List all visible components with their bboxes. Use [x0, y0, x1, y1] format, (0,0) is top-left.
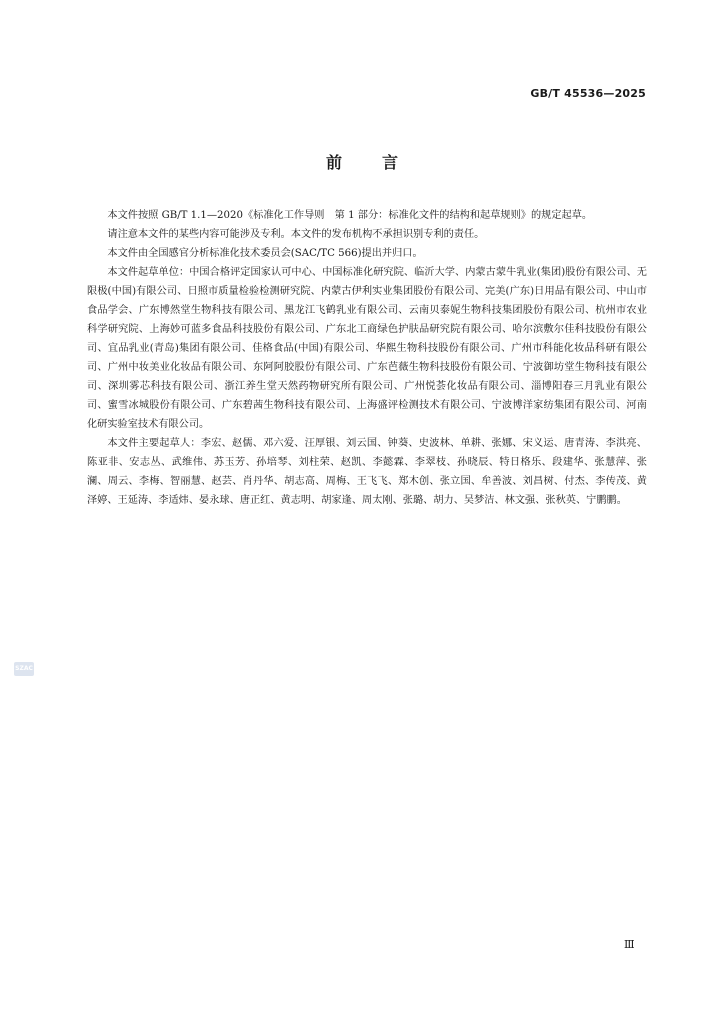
paragraph-patent-notice: 请注意本文件的某些内容可能涉及专利。本文件的发布机构不承担识别专利的责任。 [107, 229, 485, 240]
paragraph-drafting-rules: 本文件按照 GB/T 1.1—2020《标准化工作导则 第 1 部分：标准化文件的结构和起草规则》的规定起草。 [107, 210, 593, 221]
paragraph-drafting-units: 本文件起草单位：中国合格评定国家认可中心、中国标准化研究院、临沂大学、内蒙古蒙牛乳业(集团)股份有限公司、无限极(中国)有限公司、日照市质量检验检测研究院、内蒙古伊利实业集团股份有限公司、完美(广东)日用品有限公司、中山市食品学会、广东博然堂生物科技有限公司、黑龙江飞鹤乳业有限公司、云南贝泰妮生物科技集团股份有限公司、杭州市农业科学研究院、上海妙可蓝多食品科技股份有限公司、广东北工商绿色护肤品研究院有限公司、哈尔滨敷尔佳科技股份有限公司、宜品乳业(青岛)集团有限公司、佳格食品(中国)有限公司、华熙生物科技股份有限公司、广州市科能化妆品科研有限公司、广州中妆美业化妆品有限公司、东阿阿胶股份有限公司、广东芭薇生物科技股份有限公司、宁波御坊堂生物科技有限公司、深圳雾芯科技有限公司、浙江养生堂天然药物研究所有限公司、广州悦荟化妆品有限公司、淄博阳春三月乳业有限公司、蜜雪冰城股份有限公司、广东碧茜生物科技有限公司、上海盛评检测技术有限公司、宁波博洋家纺集团有限公司、河南化研实验室技术有限公司。 [87, 267, 647, 430]
preface-body [87, 206, 647, 510]
page-number: Ⅲ [624, 938, 635, 951]
paragraph-drafters: 本文件主要起草人：李宏、赵儒、邓六爱、汪厚银、刘云国、钟葵、史波林、单耕、张娜、宋义运、唐青涛、李洪亮、陈亚非、安志丛、武维伟、苏玉芳、孙培琴、刘柱荣、赵凯、李懿霖、李翠枝、孙晓辰、特日格乐、段建华、张慧萍、张澜、周云、李梅、智丽慧、赵芸、肖丹华、胡志高、周梅、王飞飞、郑木创、张立国、牟善波、刘昌树、付杰、李传茂、黄泽婷、王延涛、李适炜、晏永球、唐正红、黄志明、胡家逢、周太刚、张璐、胡力、吴梦洁、林文强、张秋英、宁鹏鹏。 [87, 438, 647, 506]
page-title: 前言 [325, 153, 438, 172]
paragraph-proposer: 本文件由全国感官分析标准化技术委员会(SAC/TC 566)提出并归口。 [107, 248, 423, 259]
standard-number: GB/T 45536—2025 [530, 87, 646, 100]
watermark-logo: SZAC [14, 662, 34, 676]
